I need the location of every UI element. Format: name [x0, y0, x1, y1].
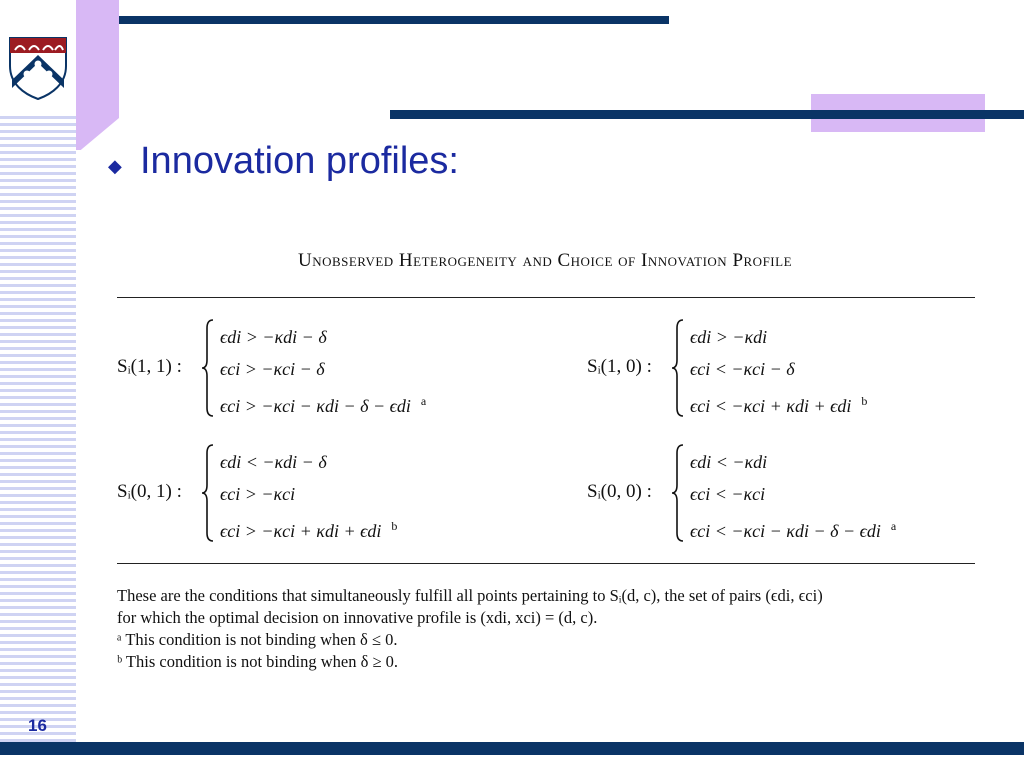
footnote-marker: a	[890, 519, 897, 533]
note-line: for which the optimal decision on innovative profile is (xdi, xci) = (d, c).	[117, 608, 598, 627]
condition-line: ϵci > −κci	[220, 484, 296, 504]
middle-navy-bar	[390, 110, 1024, 119]
condition-line: ϵci < −κci − κdi − δ − ϵdi	[690, 521, 881, 541]
left-brace-icon	[201, 318, 215, 418]
region-label: Sᵢ(0, 0) :	[587, 481, 652, 502]
table-bottom-rule	[117, 563, 975, 564]
condition-line: ϵci > −κci + κdi + ϵdi	[220, 521, 382, 541]
condition-line: ϵdi < −κdi	[690, 452, 768, 472]
table-title: Unobserved Heterogeneity and Choice of Innovation Profile	[297, 250, 793, 271]
footnote-b: ᵇ This condition is not binding when δ ≥ 0.	[117, 652, 399, 671]
region-label: Sᵢ(1, 0) :	[587, 356, 652, 377]
condition-line: ϵdi > −κdi	[690, 327, 768, 347]
footnote-a: ᵃ This condition is not binding when δ ≤ 0.	[117, 630, 398, 649]
table-top-rule	[117, 297, 975, 298]
condition-line: ϵdi > −κdi − δ	[220, 327, 327, 347]
condition-line: ϵci < −κci	[690, 484, 766, 504]
left-brace-icon	[671, 318, 685, 418]
condition-line: ϵci > −κci − δ	[220, 359, 325, 379]
region-label: Sᵢ(1, 1) :	[117, 356, 182, 377]
condition-line: ϵci < −κci + κdi + ϵdi	[690, 396, 852, 416]
note-line: These are the conditions that simultaneously fulfill all points pertaining to Sᵢ(d, c), the set of pairs (ϵdi, ϵci)	[117, 586, 823, 605]
university-shield-icon	[8, 36, 68, 100]
left-brace-icon	[671, 443, 685, 543]
footnote-marker: a	[420, 394, 427, 408]
footnote-marker: b	[391, 519, 398, 533]
table-notes	[117, 585, 987, 673]
condition-line: ϵdi < −κdi − δ	[220, 452, 327, 472]
top-navy-bar	[119, 16, 669, 24]
condition-block-s10	[587, 318, 1017, 423]
bottom-navy-bar	[0, 742, 1024, 755]
condition-line: ϵci < −κci − δ	[690, 359, 795, 379]
condition-block-s01	[117, 443, 547, 548]
bullet-diamond-icon: ◆	[108, 156, 122, 176]
condition-block-s11	[117, 318, 547, 423]
left-brace-icon	[201, 443, 215, 543]
condition-block-s00	[587, 443, 1017, 548]
slide-title: Innovation profiles:	[140, 140, 459, 182]
footnote-marker: b	[861, 394, 868, 408]
condition-line: ϵci > −κci − κdi − δ − ϵdi	[220, 396, 411, 416]
region-label: Sᵢ(0, 1) :	[117, 481, 182, 502]
page-number: 16	[28, 716, 47, 735]
